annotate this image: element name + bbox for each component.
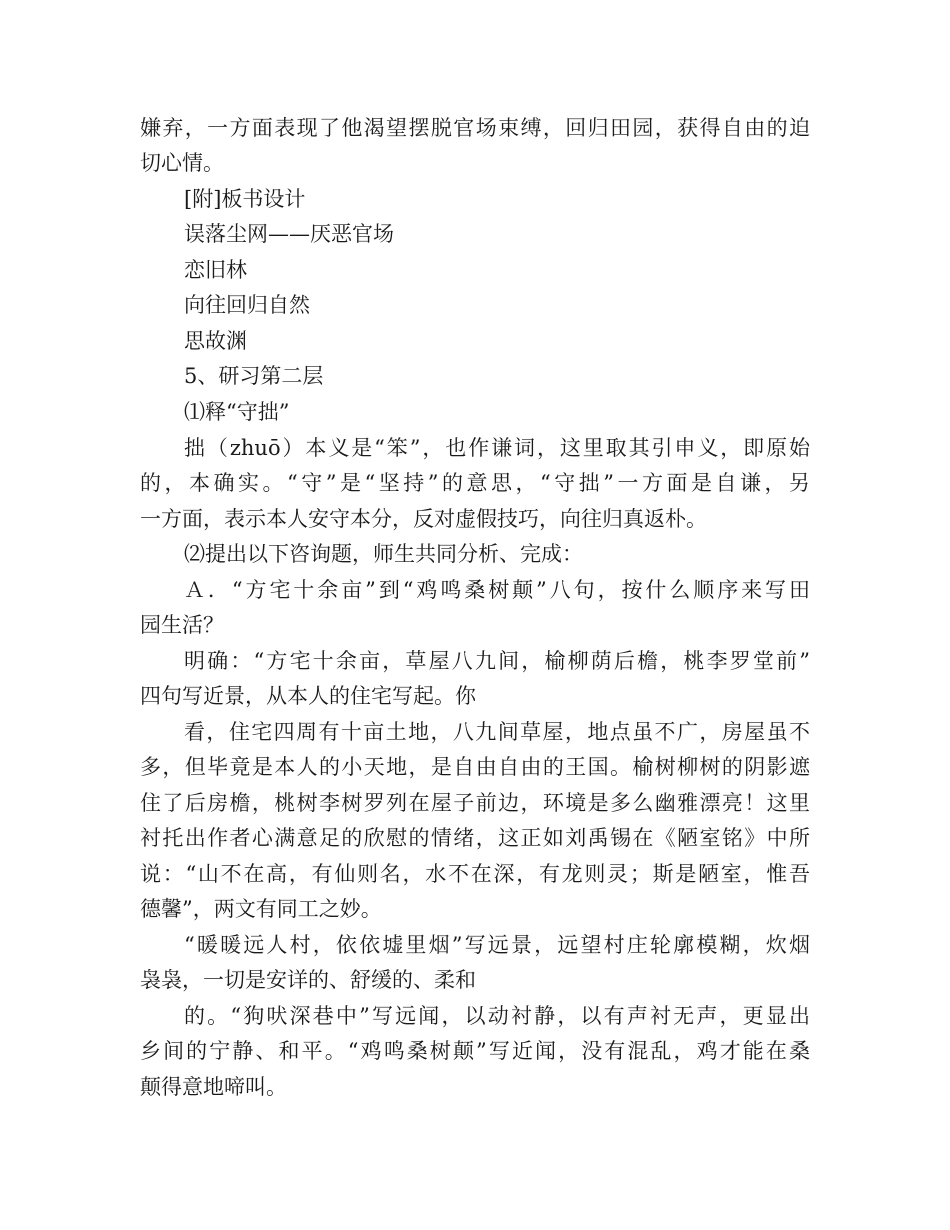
text-line-27: 乡间的宁静、和平。“鸡鸣桑树颠”写近闻，没有混乱，鸡才能在桑 [140,1039,810,1063]
text-line-13: ⑵提出以下咨询题，师生共同分析、完成： [184,542,583,566]
text-line-8: 5、研习第二层 [184,364,324,388]
text-line-24: “暖暖远人村，依依墟里烟”写远景，远望村庄轮廓模糊，炊烟 [184,933,810,957]
text-line-16: 明确：“方宅十余亩，草屋八九间，榆柳荫后檐，桃李罗堂前” [184,649,810,673]
text-line-12: 一方面，表示本人安守本分，反对虚假技巧，向往归真返朴。 [140,507,707,531]
text-line-3: [附]板书设计 [184,187,306,211]
text-line-20: 住了后房檐，桃树李树罗列在屋子前边，环境是多么幽雅漂亮！这里 [140,791,810,815]
text-line-7: 思故渊 [184,329,247,353]
text-line-10: 拙（zhuō）本义是“笨”，也作谦词，这里取其引申义，即原始 [184,436,810,460]
text-line-19: 多，但毕竟是本人的小天地，是自由自由的王国。榆树柳树的阴影遮 [140,755,810,779]
text-line-17: 四句写近景，从本人的住宅写起。你 [140,684,476,708]
text-line-2: 切心情。 [140,151,224,175]
text-line-22: 说：“山不在高，有仙则名，水不在深，有龙则灵；斯是陋室，惟吾 [140,862,810,886]
text-line-4: 误落尘网——厌恶官场 [184,222,394,246]
text-line-18: 看，住宅四周有十亩土地，八九间草屋，地点虽不广，房屋虽不 [184,720,810,744]
text-line-26: 的。“狗吠深巷中”写远闻，以动衬静，以有声衬无声，更显出 [184,1004,810,1028]
text-line-23: 德馨”，两文有同工之妙。 [140,897,382,921]
text-line-28: 颠得意地啼叫。 [140,1075,287,1099]
text-line-1: 嫌弃，一方面表现了他渴望摆脱官场束缚，回归田园，获得自由的迫 [140,116,810,140]
text-line-5: 恋旧林 [184,258,247,282]
text-line-21: 衬托出作者心满意足的欣慰的情绪，这正如刘禹锡在《陋室铭》中所 [140,826,810,850]
text-line-6: 向往回归自然 [184,293,310,317]
text-line-11: 的，本确实。“守”是“坚持”的意思，“守拙”一方面是自谦，另 [140,471,810,495]
text-line-15: 园生活？ [140,613,224,637]
text-line-9: ⑴释“守拙” [184,400,290,424]
text-line-25: 袅袅，一切是安详的、舒缓的、柔和 [140,968,476,992]
text-line-14: Ａ．“方宅十余亩”到“鸡鸣桑树颠”八句，按什么顺序来写田 [184,578,810,602]
